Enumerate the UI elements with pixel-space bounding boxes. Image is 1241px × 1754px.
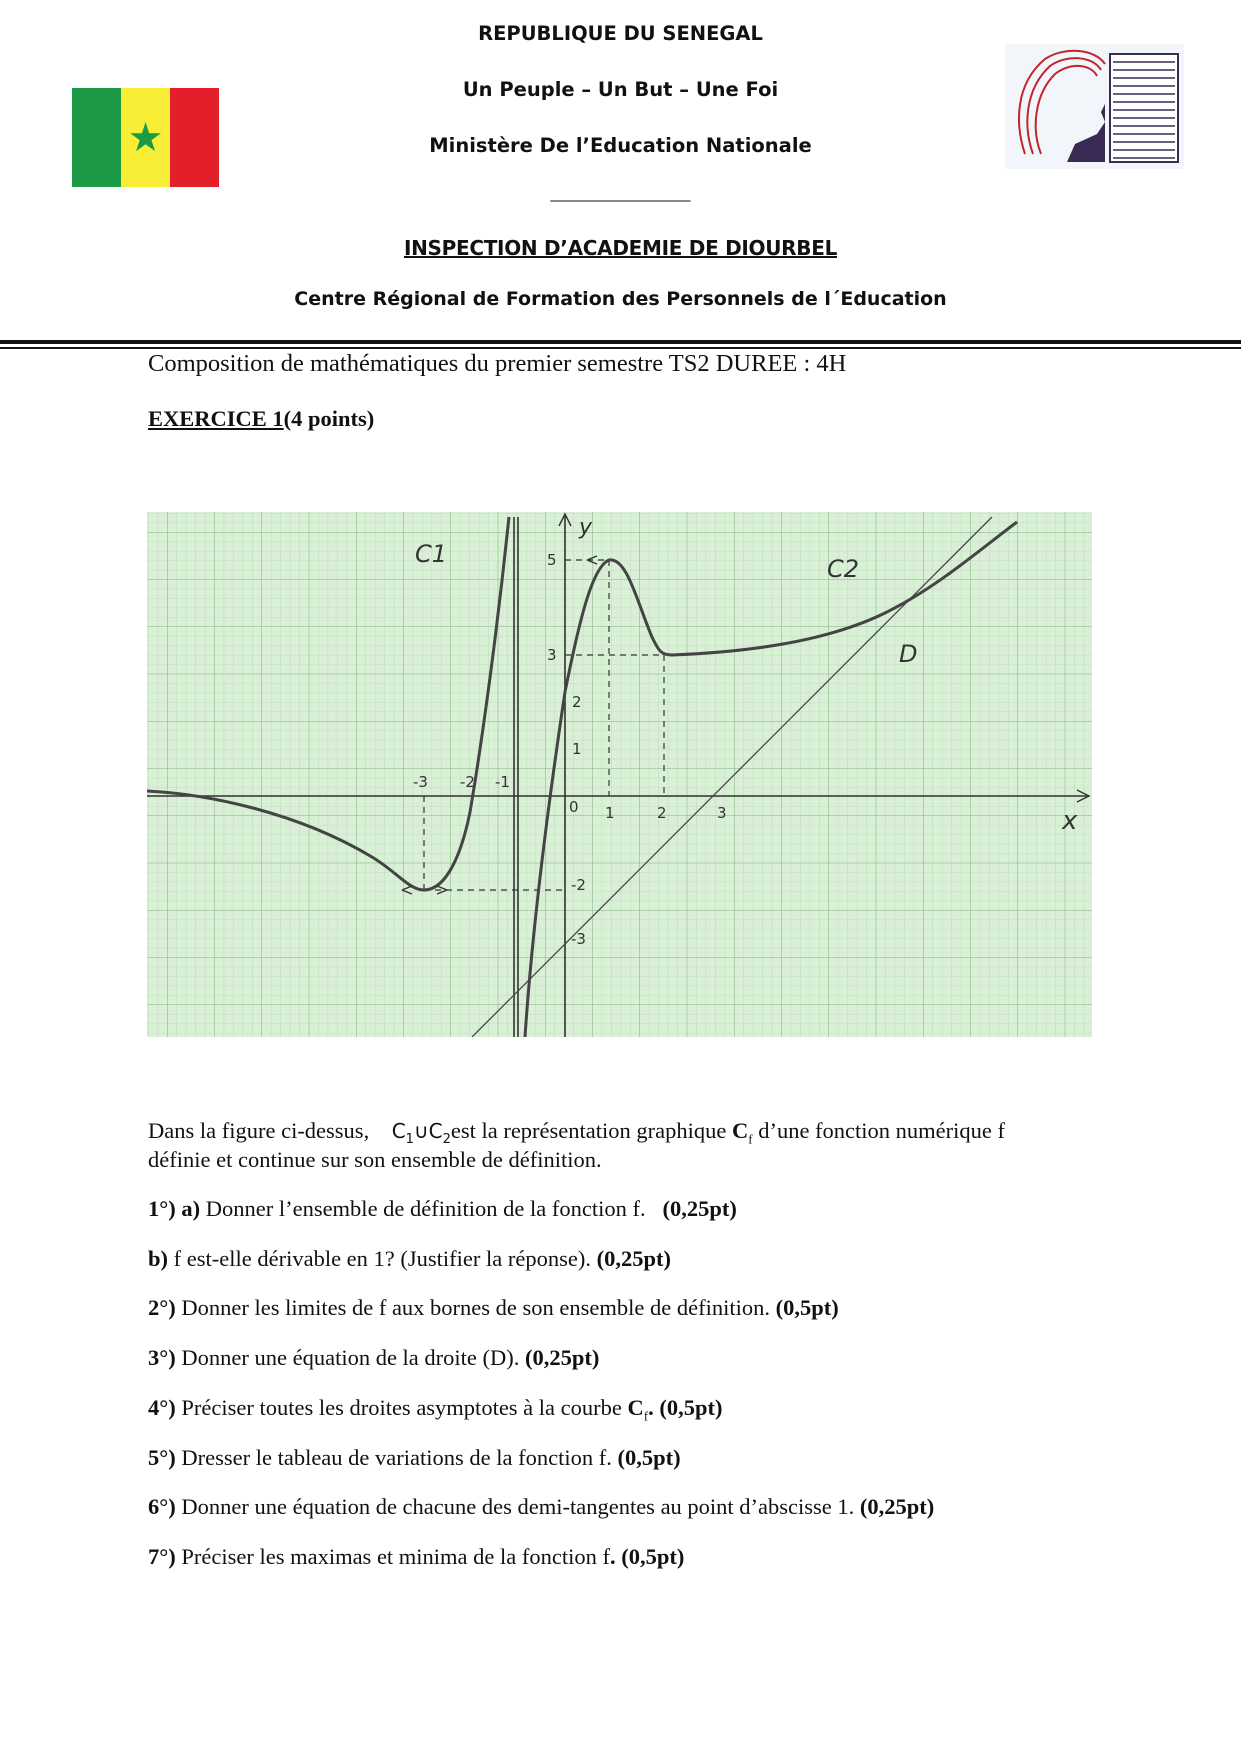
- question-1a: 1°) a) Donner l’ensemble de définition de la fonction f. (0,25pt): [148, 1196, 737, 1221]
- senegal-flag-icon: [72, 88, 219, 187]
- header-country: REPUBLIQUE DU SENEGAL: [478, 22, 763, 45]
- origin-label: 0: [569, 798, 579, 816]
- exercise-label: EXERCICE 1: [148, 406, 284, 431]
- x-tick-label: -2: [460, 773, 475, 791]
- x-tick-label: 1: [605, 804, 615, 822]
- label-y-axis: y: [579, 515, 593, 540]
- x-tick-label: -3: [413, 773, 428, 791]
- header-separator: ____________________: [550, 186, 691, 202]
- flag-yellow-band: [121, 88, 170, 187]
- c1-subscript: 1: [405, 1132, 414, 1147]
- y-tick-label: 1: [572, 740, 582, 758]
- intro-line-1: [148, 1118, 1005, 1148]
- label-c2: C2: [827, 555, 860, 583]
- exercise-points: (4 points): [283, 406, 375, 431]
- header-motto: Un Peuple – Un But – Une Foi: [462, 78, 779, 101]
- intro-part-1: Dans la figure ci-dessus,: [148, 1118, 370, 1143]
- intro-part-3: d’une fonction numérique f: [758, 1118, 1005, 1143]
- cf-symbol: C: [731, 1118, 749, 1143]
- intro-line-2: définie et continue sur son ensemble de définition.: [148, 1147, 602, 1172]
- intro-set-expression: [391, 1119, 451, 1147]
- crfpe-logo-icon: [1005, 44, 1184, 169]
- question-5: 5°) Dresser le tableau de variations de la fonction f. (0,5pt): [148, 1445, 681, 1470]
- question-2: 2°) Donner les limites de f aux bornes de son ensemble de définition. (0,5pt): [148, 1295, 839, 1320]
- y-tick-label: 5: [547, 551, 557, 569]
- flag-green-band: [72, 88, 121, 187]
- header-centre: Centre Régional de Formation des Personnels de l´Education: [294, 288, 947, 310]
- question-3: 3°) Donner une équation de la droite (D). (0,25pt): [148, 1345, 600, 1370]
- function-graph: [147, 512, 1092, 1037]
- y-tick-label: 2: [572, 693, 582, 711]
- question-7: 7°) Préciser les maximas et minima de la fonction f. (0,5pt): [148, 1544, 685, 1569]
- x-tick-label: 3: [717, 804, 727, 822]
- y-tick-label: 3: [547, 646, 557, 664]
- star-icon: ★: [127, 114, 164, 161]
- y-tick-label: -3: [571, 930, 586, 948]
- header-inspection: INSPECTION D’ACADEMIE DE DIOURBEL: [403, 236, 838, 260]
- c2-symbol: C: [428, 1119, 443, 1143]
- label-x-axis: x: [1062, 806, 1078, 836]
- header-ministry: Ministère De l’Education Nationale: [429, 134, 812, 157]
- label-d: D: [899, 640, 918, 668]
- intro-part-2: est la représentation graphique: [450, 1118, 727, 1143]
- question-1b: b) f est-elle dérivable en 1? (Justifier la réponse). (0,25pt): [148, 1246, 671, 1271]
- y-tick-label: -2: [571, 876, 586, 894]
- header-rule-thin: [0, 347, 1241, 349]
- header-rule-thick: [0, 340, 1241, 344]
- question-4: 4°) Préciser toutes les droites asymptotes à la courbe $C_f$. (0,5pt): [148, 1395, 723, 1424]
- exam-title: Composition de mathématiques du premier semestre TS2 DUREE : 4H: [148, 350, 847, 377]
- cf-subscript: f: [748, 1131, 753, 1147]
- c2-subscript: 2: [442, 1132, 451, 1147]
- flag-red-band: [170, 88, 219, 187]
- label-c1: C1: [415, 540, 448, 568]
- x-tick-label: -1: [495, 773, 510, 791]
- x-tick-label: 2: [657, 804, 667, 822]
- union-symbol: ∪: [413, 1119, 429, 1143]
- exercise-heading: [148, 406, 374, 432]
- c1-symbol: C: [391, 1119, 406, 1143]
- question-6: 6°) Donner une équation de chacune des demi-tangentes au point d’abscisse 1. (0,25pt): [148, 1494, 935, 1519]
